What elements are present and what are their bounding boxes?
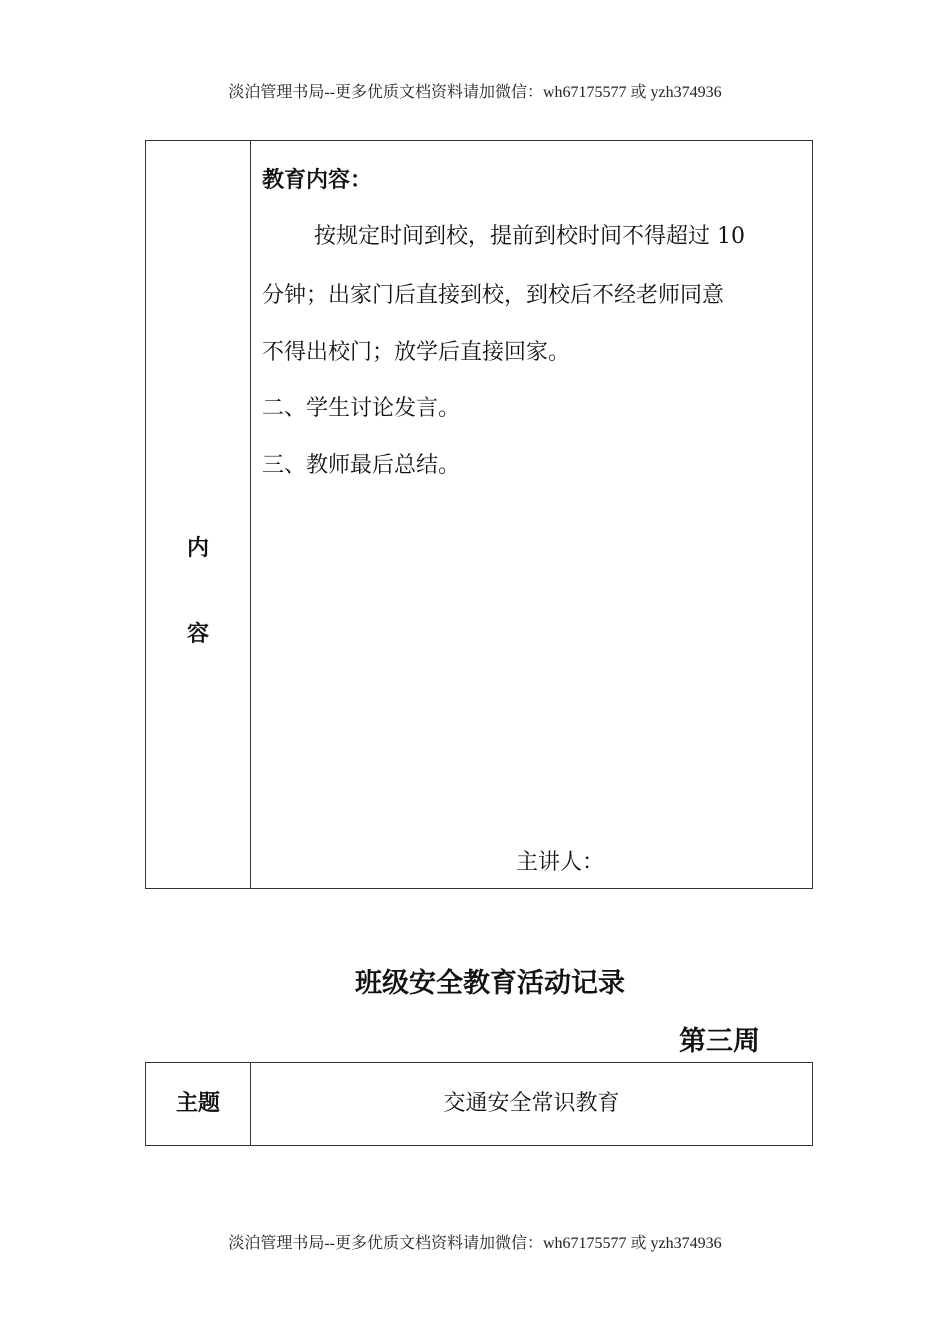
document-title: 班级安全教育活动记录 [355, 968, 625, 999]
content-line: 二、学生讨论发言。 [262, 396, 461, 421]
topic-label: 主题 [175, 1091, 220, 1116]
content-line: 三、教师最后总结。 [262, 453, 461, 478]
week-label: 第三周 [679, 1026, 760, 1057]
content-line: 不得出校门；放学后直接回家。 [262, 340, 571, 365]
page-footer: 淡泊管理书局--更多优质文档资料请加微信：wh67175577 或 yzh374936 [228, 1235, 722, 1252]
content-line: 按规定时间到校，提前到校时间不得超过 10 [314, 224, 745, 249]
topic-value: 交通安全常识教育 [443, 1091, 620, 1116]
content-line: 分钟；出家门后直接到校，到校后不经老师同意 [262, 283, 725, 308]
topic-table [145, 1062, 813, 1146]
page-header: 淡泊管理书局--更多优质文档资料请加微信：wh67175577 或 yzh374936 [228, 84, 722, 101]
content-heading: 教育内容： [262, 168, 373, 193]
label-char-top: 内 [186, 536, 209, 561]
speaker-label: 主讲人： [516, 850, 605, 875]
label-char-bottom: 容 [186, 622, 209, 647]
content-table [145, 140, 813, 889]
column-divider [250, 141, 251, 888]
